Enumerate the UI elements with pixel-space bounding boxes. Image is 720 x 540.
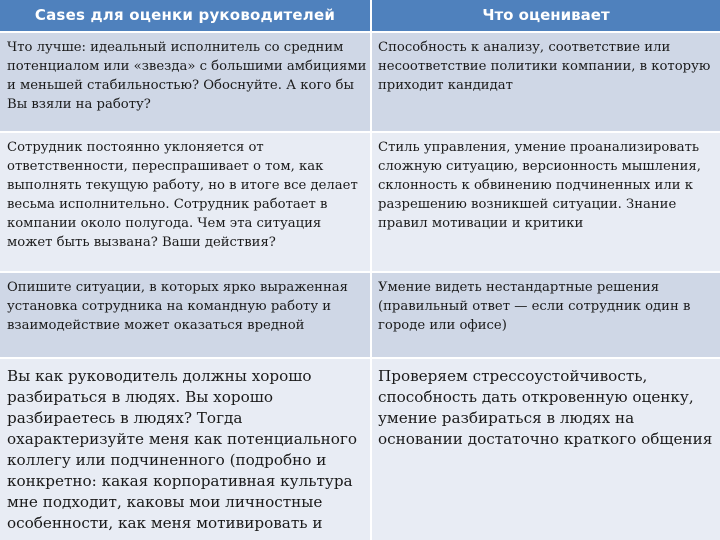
table-header	[0, 0, 720, 31]
column-divider	[370, 0, 372, 540]
situation-cell: Вы как руководитель должны хорошо разбираться в людях. Вы хорошо разбираетесь в людях? Тогда охарактеризуйте меня как потенциального коллегу или подчиненного (подробно и конкретно: какая корпоративная культура мне подходит, каковы мои личностные особенности, как меня мотивировать и	[7, 367, 358, 532]
table-row	[0, 359, 720, 540]
assessed-cell: Стиль управления, умение проанализировать сложную ситуацию, версионность мышления, склонность к обвинению подчиненных или к разрешению возникшей ситуации. Знание правил мотивации и критики	[378, 140, 701, 231]
header-cases-column: Cases для оценки руководителей	[34, 6, 336, 24]
row-divider	[0, 131, 720, 133]
assessed-cell: Проверяем стрессоустойчивость, способность дать откровенную оценку, умение разбираться в людях на основании достаточно краткого общения	[378, 367, 713, 448]
table-row	[0, 33, 720, 131]
table-row	[0, 133, 720, 271]
row-divider	[0, 271, 720, 273]
row-divider	[0, 357, 720, 359]
assessed-cell: Умение видеть нестандартные решения (правильный ответ — если сотрудник один в городе или офисе)	[378, 280, 691, 333]
header-assessed-column: Что оценивает	[482, 6, 610, 24]
situation-cell: Что лучше: идеальный исполнитель со средним потенциалом или «звезда» с большими амбициями и меньшей стабильностью? Обоснуйте. А кого бы Вы взяли на работу?	[7, 40, 367, 112]
situation-cell: Опишите ситуации, в которых ярко выраженная установка сотрудника на командную работу и взаимодействие может оказаться вредной	[7, 280, 348, 333]
row-divider	[0, 31, 720, 33]
table-row	[0, 273, 720, 357]
situation-cell: Сотрудник постоянно уклоняется от ответственности, переспрашивает о том, как выполнять текущую работу, но в итоге все делает весьма исполнительно. Сотрудник работает в компании около полугода. Чем эта ситуация может быть вызвана? Ваши действия?	[7, 140, 358, 250]
assessed-cell: Способность к анализу, соответствие или несоответствие политики компании, в которую приходит кандидат	[378, 40, 711, 93]
